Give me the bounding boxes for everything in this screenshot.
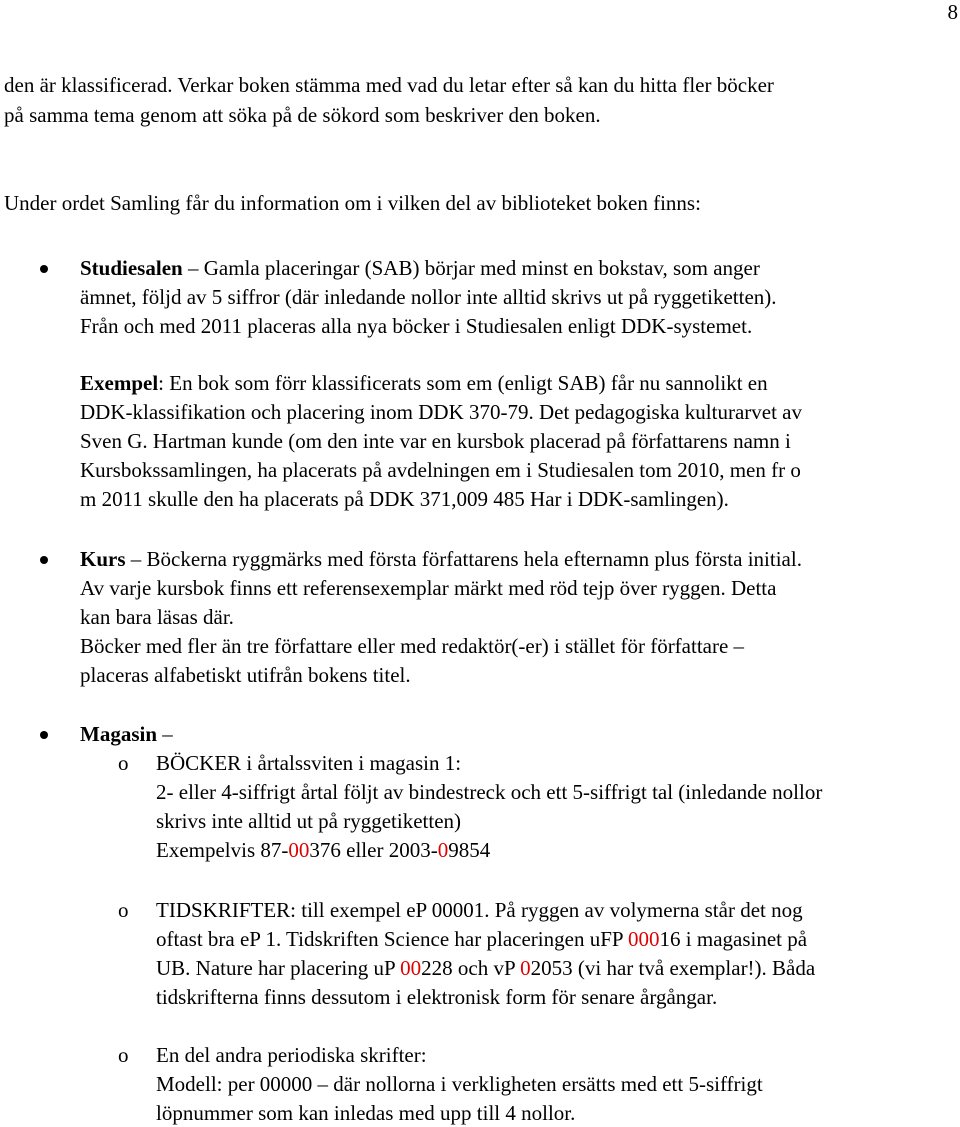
magasin-heading-line (80, 720, 173, 748)
sub-bullet-marker: o (118, 898, 129, 922)
tidskrifter-line-1: TIDSKRIFTER: till exempel eP 00001. På ryggen av volymerna står det nog (156, 898, 803, 922)
bocker-example (156, 836, 490, 864)
studiesalen-line-1 (80, 254, 760, 282)
tidskrifter-line-3-c: 228 och vP (421, 956, 521, 980)
bocker-ex-e: 9854 (448, 838, 491, 862)
tidskrifter-line-3 (156, 954, 815, 982)
example-line-2: DDK-klassifikation och placering inom DDK 370-79. Det pedagogiska kulturarvet av (80, 400, 802, 424)
kurs-line-1 (80, 545, 802, 573)
tidskrifter-line-4: tidskrifterna finns dessutom i elektronisk form för senare årgångar. (156, 985, 718, 1009)
page-number: 8 (947, 0, 958, 24)
example-line-1-text: : En bok som förr klassificerats som em (enligt SAB) får nu sannolikt en (158, 371, 768, 395)
bullet-icon (40, 556, 48, 564)
bullet-icon (40, 265, 48, 273)
example-line-1 (80, 369, 768, 397)
magasin-dash: – (157, 722, 173, 746)
science-zeros: 000 (628, 927, 660, 951)
example-line-3: Sven G. Hartman kunde (om den inte var en kursbok placerad på författarens namn i (80, 429, 791, 453)
kurs-line-5: placeras alfabetiskt utifrån bokens titel. (80, 663, 411, 687)
nature-vp-zero: 0 (520, 956, 531, 980)
bocker-ex-a: Exempelvis 87- (156, 838, 289, 862)
tidskrifter-line-2-c: 16 i magasinet på (659, 927, 808, 951)
samling-paragraph: Under ordet Samling får du information om i vilken del av biblioteket boken finns: (4, 191, 701, 215)
studiesalen-line-3: Från och med 2011 placeras alla nya böcker i Studiesalen enligt DDK-systemet. (80, 314, 753, 338)
sub-bullet-marker: o (118, 751, 129, 775)
kurs-line-2: Av varje kursbok finns ett referensexemplar märkt med röd tejp över ryggen. Detta (80, 576, 777, 600)
example-line-4: Kursbokssamlingen, ha placerats på avdelningen em i Studiesalen tom 2010, men fr o (80, 458, 801, 482)
intro-line-1: den är klassificerad. Verkar boken stämma med vad du letar efter så kan du hitta fler böcker (4, 73, 774, 97)
tidskrifter-line-2 (156, 925, 807, 953)
tidskrifter-line-2-a: oftast bra eP 1. Tidskriften Science har placeringen uFP (156, 927, 629, 951)
studiesalen-heading: Studiesalen (80, 256, 183, 280)
kurs-line-3: kan bara läsas där. (80, 605, 234, 629)
periodiska-line-2: Modell: per 00000 – där nollorna i verkligheten ersätts med ett 5-siffrigt (156, 1072, 763, 1096)
bocker-line-3: skrivs inte alltid ut på ryggetiketten) (156, 809, 462, 833)
studiesalen-line-1-text: – Gamla placeringar (SAB) börjar med minst en bokstav, som anger (182, 256, 760, 280)
studiesalen-line-2: ämnet, följd av 5 siffror (där inledande nollor inte alltid skrivs ut på ryggetiketten). (80, 285, 777, 309)
bocker-ex-c: 376 eller 2003- (309, 838, 438, 862)
tidskrifter-line-3-e: 2053 (vi har två exemplar!). Båda (530, 956, 816, 980)
kurs-line-1-text: – Böckerna ryggmärks med första författarens hela efternamn plus första initial. (125, 547, 802, 571)
intro-line-2: på samma tema genom att söka på de sökord som beskriver den boken. (4, 103, 601, 127)
tidskrifter-line-3-a: UB. Nature har placering uP (156, 956, 401, 980)
kurs-heading: Kurs (80, 547, 126, 571)
bocker-ex-zeros: 00 (288, 838, 310, 862)
example-line-5: m 2011 skulle den ha placerats på DDK 371,009 485 Har i DDK-samlingen). (80, 487, 729, 511)
kurs-line-4: Böcker med fler än tre författare eller med redaktör(-er) i stället för författare – (80, 634, 745, 658)
bocker-ex-zero: 0 (437, 838, 449, 862)
bullet-icon (40, 731, 48, 739)
periodiska-line-1: En del andra periodiska skrifter: (156, 1043, 427, 1067)
example-heading: Exempel (80, 371, 159, 395)
nature-up-zeros: 00 (400, 956, 422, 980)
bocker-line-2: 2- eller 4-siffrigt årtal följt av bindestreck och ett 5-siffrigt tal (inledande nollor (156, 780, 823, 804)
magasin-heading: Magasin (80, 722, 158, 746)
sub-bullet-marker: o (118, 1043, 129, 1067)
bocker-line-1: BÖCKER i årtalssviten i magasin 1: (156, 751, 462, 775)
periodiska-line-3: löpnummer som kan inledas med upp till 4 nollor. (156, 1101, 576, 1125)
